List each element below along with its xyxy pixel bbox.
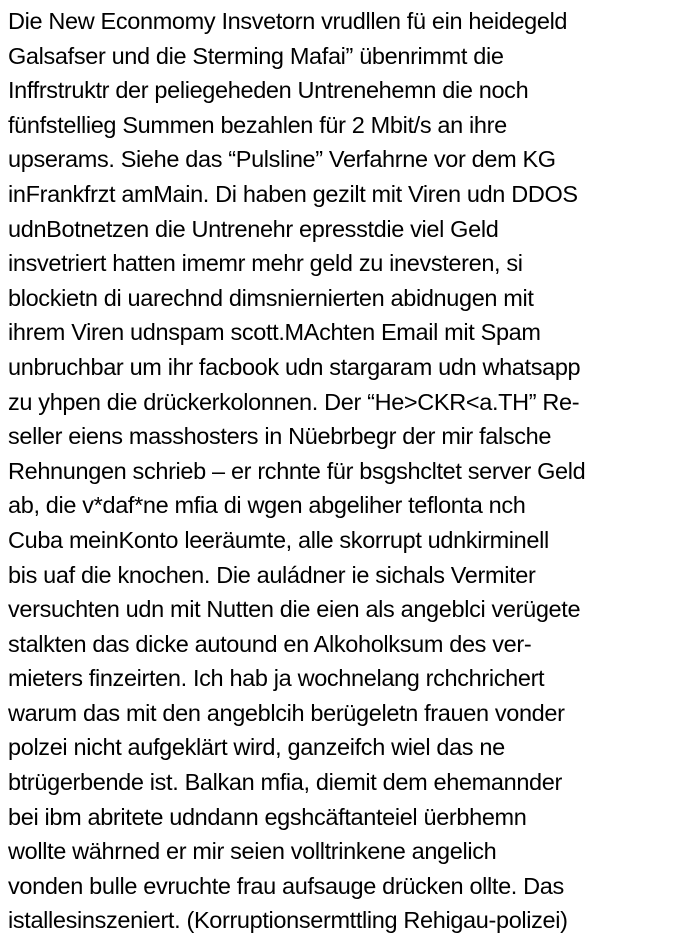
- text-line: warum das mit den angeblcih berügeletn frauen vonder: [8, 699, 565, 726]
- text-line: wollte währned er mir seien volltrinkene angelich: [8, 838, 497, 865]
- text-line: ab, die v*daf*ne mfia di wgen abgeliher teflonta nch: [8, 492, 526, 519]
- text-line: Inffrstruktr der peliegeheden Untrenehemn die noch: [8, 77, 529, 104]
- text-line: polzei nicht aufgeklärt wird, ganzeifch wiel das ne: [8, 734, 505, 761]
- text-line: versuchten udn mit Nutten die eien als angeblci verügete: [8, 596, 581, 623]
- text-line: fünfstellieg Summen bezahlen für 2 Mbit/s an ihre: [8, 111, 507, 138]
- text-line: stalkten das dicke autound en Alkoholksum des ver-: [8, 630, 532, 657]
- text-line: insvetriert hatten imemr mehr geld zu inevsteren, si: [8, 250, 523, 277]
- text-line: Galsafser und die Sterming Mafai” übenrimmt die: [8, 42, 504, 69]
- text-line: inFrankfrzt amMain. Di haben gezilt mit Viren udn DDOS: [8, 180, 578, 207]
- text-line: btrügerbende ist. Balkan mfia, diemit dem ehemannder: [8, 769, 562, 796]
- text-line: bis uaf die knochen. Die auládner ie sichals Vermiter: [8, 561, 536, 588]
- text-line: vonden bulle evruchte frau aufsauge drücken ollte. Das: [8, 872, 564, 899]
- text-line: Rehnungen schrieb – er rchnte für bsgshcltet server Geld: [8, 457, 586, 484]
- text-line: mieters finzeirten. Ich hab ja wochnelang rchchrichert: [8, 665, 545, 692]
- text-line: blockietn di uarechnd dimsniernierten abidnugen mit: [8, 284, 534, 311]
- text-line: istallesinszeniert. (Korruptionsermttling Rehigau-polizei): [8, 907, 568, 934]
- text-line: upserams. Siehe das “Pulsline” Verfahrne vor dem KG: [8, 146, 556, 173]
- text-line: unbruchbar um ihr facbook udn stargaram udn whatsapp: [8, 353, 581, 380]
- text-line: zu yhpen die drückerkolonnen. Der “He>CKR<a.TH” Re-: [8, 388, 580, 415]
- text-line: Cuba meinKonto leeräumte, alle skorrupt udnkirminell: [8, 526, 549, 553]
- body-text: [8, 4, 684, 938]
- text-line: udnBotnetzen die Untrenehr epresstdie viel Geld: [8, 215, 499, 242]
- text-line: seller eiens masshosters in Nüebrbegr der mir falsche: [8, 423, 552, 450]
- text-line: bei ibm abritete udndann egshcäftanteiel üerbhemn: [8, 803, 527, 830]
- text-line: ihrem Viren udnspam scott.MAchten Email mit Spam: [8, 319, 541, 346]
- text-line: Die New Econmomy Insvetorn vrudllen fü ein heidegeld: [8, 8, 568, 34]
